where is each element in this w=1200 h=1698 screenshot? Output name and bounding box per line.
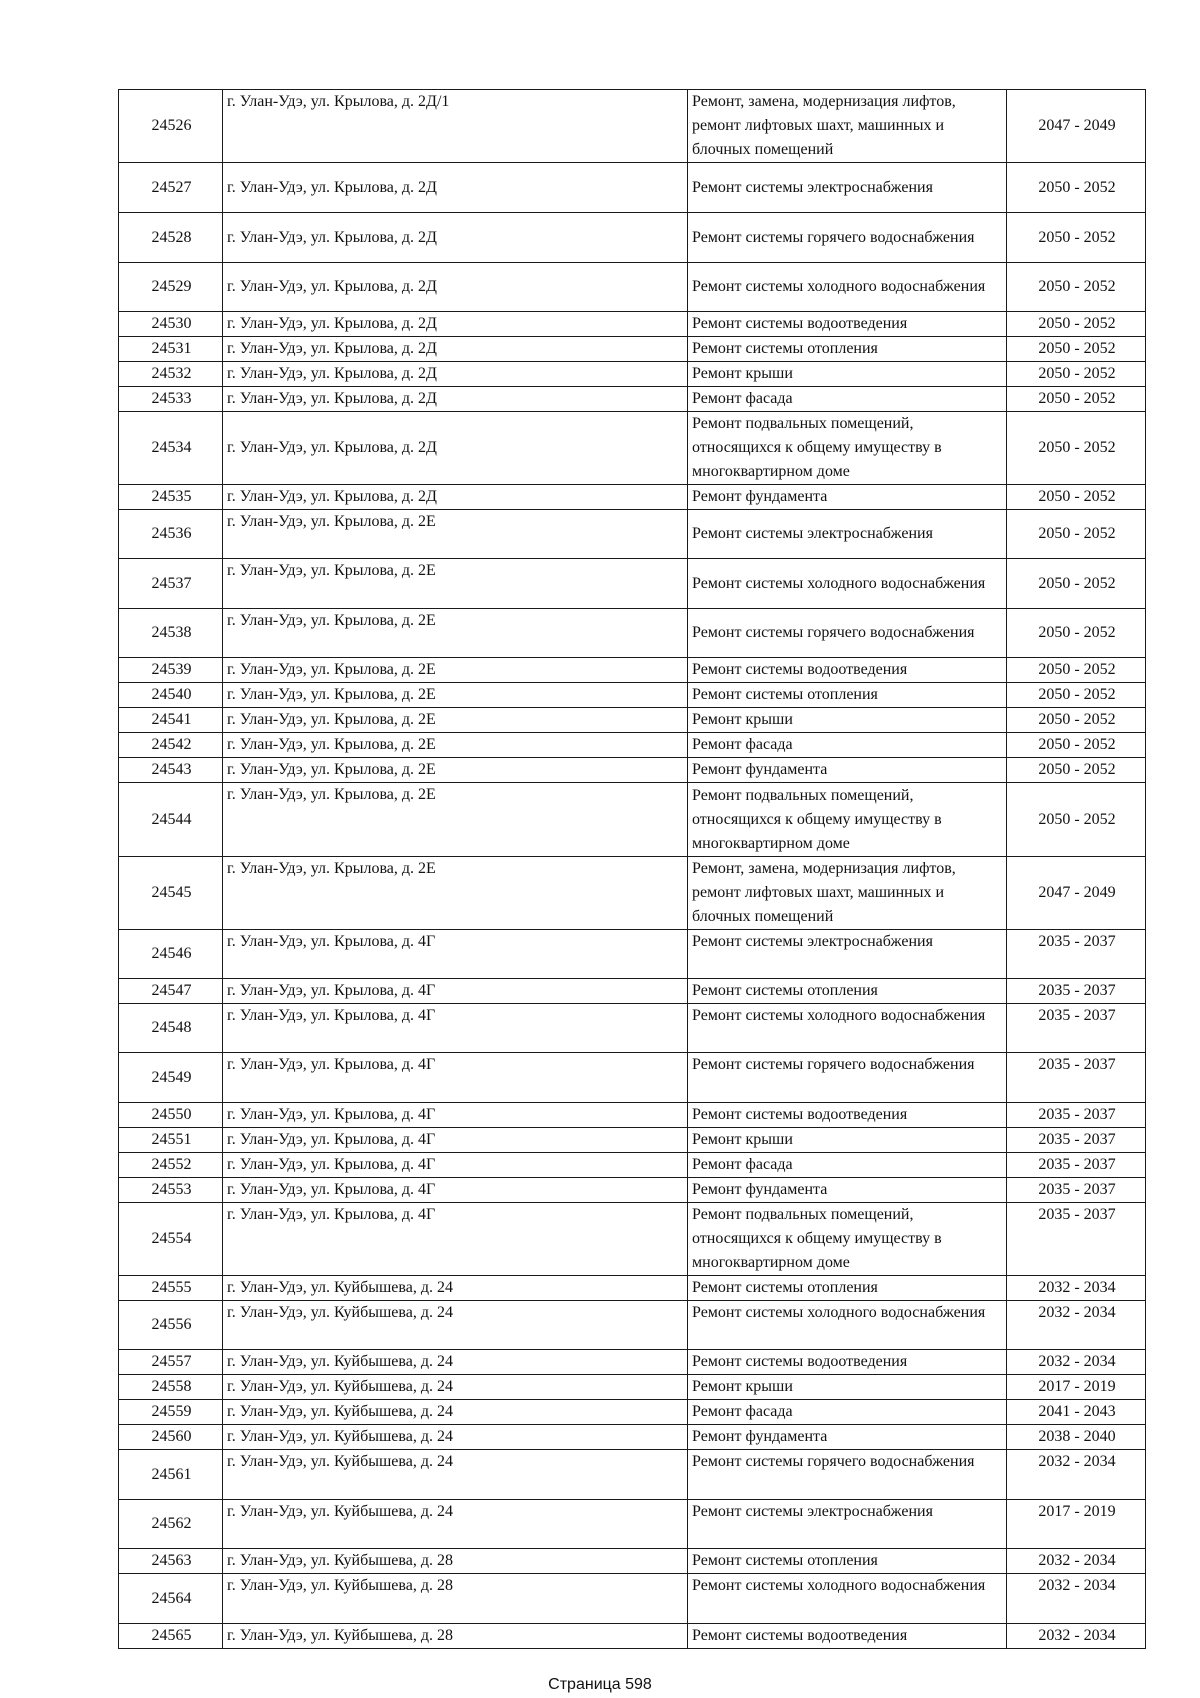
row-period: 2017 - 2019 <box>1007 1375 1146 1400</box>
row-number: 24556 <box>119 1301 223 1350</box>
row-period: 2041 - 2043 <box>1007 1400 1146 1425</box>
row-period: 2032 - 2034 <box>1007 1350 1146 1375</box>
row-number: 24560 <box>119 1425 223 1450</box>
table-row <box>119 1624 1146 1649</box>
table-row <box>119 362 1146 387</box>
row-number: 24553 <box>119 1178 223 1203</box>
row-address: г. Улан-Удэ, ул. Куйбышева, д. 28 <box>223 1624 688 1649</box>
row-address: г. Улан-Удэ, ул. Крылова, д. 2Е <box>223 609 688 658</box>
table-row <box>119 857 1146 930</box>
row-period: 2050 - 2052 <box>1007 733 1146 758</box>
row-period: 2050 - 2052 <box>1007 658 1146 683</box>
row-address: г. Улан-Удэ, ул. Крылова, д. 2Е <box>223 783 688 857</box>
row-period: 2035 - 2037 <box>1007 1004 1146 1053</box>
row-number: 24554 <box>119 1203 223 1276</box>
page-number: Страница 598 <box>548 1676 652 1693</box>
row-period: 2050 - 2052 <box>1007 559 1146 609</box>
row-number: 24532 <box>119 362 223 387</box>
row-address: г. Улан-Удэ, ул. Крылова, д. 4Г <box>223 1103 688 1128</box>
row-period: 2050 - 2052 <box>1007 387 1146 412</box>
row-address: г. Улан-Удэ, ул. Крылова, д. 2Д <box>223 312 688 337</box>
row-number: 24535 <box>119 485 223 510</box>
row-work-type: Ремонт подвальных помещений, относящихся к общему имуществу в многоквартирном доме <box>688 783 1007 857</box>
table-row <box>119 1400 1146 1425</box>
row-period: 2050 - 2052 <box>1007 337 1146 362</box>
row-period: 2032 - 2034 <box>1007 1301 1146 1350</box>
table-row <box>119 510 1146 559</box>
row-period: 2038 - 2040 <box>1007 1425 1146 1450</box>
row-number: 24533 <box>119 387 223 412</box>
row-work-type: Ремонт фундамента <box>688 485 1007 510</box>
row-work-type: Ремонт фасада <box>688 733 1007 758</box>
row-address: г. Улан-Удэ, ул. Крылова, д. 2Е <box>223 857 688 930</box>
table-row <box>119 1178 1146 1203</box>
table-row <box>119 1153 1146 1178</box>
row-address: г. Улан-Удэ, ул. Крылова, д. 2Д <box>223 362 688 387</box>
row-number: 24531 <box>119 337 223 362</box>
row-address: г. Улан-Удэ, ул. Крылова, д. 2Д <box>223 412 688 485</box>
row-address: г. Улан-Удэ, ул. Крылова, д. 2Д <box>223 337 688 362</box>
row-work-type: Ремонт системы отопления <box>688 683 1007 708</box>
row-work-type: Ремонт системы холодного водоснабжения <box>688 1004 1007 1053</box>
table-row <box>119 213 1146 263</box>
row-work-type: Ремонт системы водоотведения <box>688 312 1007 337</box>
table-row <box>119 758 1146 783</box>
row-period: 2050 - 2052 <box>1007 758 1146 783</box>
row-number: 24542 <box>119 733 223 758</box>
table-row <box>119 1450 1146 1500</box>
row-number: 24557 <box>119 1350 223 1375</box>
row-number: 24547 <box>119 979 223 1004</box>
row-period: 2032 - 2034 <box>1007 1624 1146 1649</box>
table-row <box>119 1574 1146 1624</box>
row-number: 24564 <box>119 1574 223 1624</box>
row-address: г. Улан-Удэ, ул. Крылова, д. 2Д <box>223 387 688 412</box>
row-period: 2032 - 2034 <box>1007 1450 1146 1500</box>
row-number: 24546 <box>119 930 223 979</box>
row-number: 24545 <box>119 857 223 930</box>
row-address: г. Улан-Удэ, ул. Куйбышева, д. 24 <box>223 1450 688 1500</box>
row-period: 2032 - 2034 <box>1007 1276 1146 1301</box>
row-period: 2035 - 2037 <box>1007 979 1146 1004</box>
row-work-type: Ремонт фундамента <box>688 1425 1007 1450</box>
row-address: г. Улан-Удэ, ул. Крылова, д. 2Е <box>223 733 688 758</box>
row-address: г. Улан-Удэ, ул. Крылова, д. 2Д <box>223 163 688 213</box>
row-address: г. Улан-Удэ, ул. Крылова, д. 4Г <box>223 1203 688 1276</box>
row-work-type: Ремонт системы отопления <box>688 1276 1007 1301</box>
row-address: г. Улан-Удэ, ул. Крылова, д. 4Г <box>223 1004 688 1053</box>
table-row <box>119 1004 1146 1053</box>
row-period: 2050 - 2052 <box>1007 213 1146 263</box>
row-work-type: Ремонт системы горячего водоснабжения <box>688 1450 1007 1500</box>
row-work-type: Ремонт фасада <box>688 387 1007 412</box>
row-work-type: Ремонт системы горячего водоснабжения <box>688 213 1007 263</box>
table-row <box>119 658 1146 683</box>
row-address: г. Улан-Удэ, ул. Крылова, д. 4Г <box>223 1153 688 1178</box>
row-number: 24551 <box>119 1128 223 1153</box>
row-work-type: Ремонт системы отопления <box>688 979 1007 1004</box>
row-number: 24559 <box>119 1400 223 1425</box>
row-number: 24526 <box>119 90 223 163</box>
table-row <box>119 263 1146 312</box>
row-work-type: Ремонт системы горячего водоснабжения <box>688 609 1007 658</box>
table-row <box>119 708 1146 733</box>
row-number: 24565 <box>119 1624 223 1649</box>
table-row <box>119 1425 1146 1450</box>
row-address: г. Улан-Удэ, ул. Крылова, д. 2Е <box>223 758 688 783</box>
table-row <box>119 683 1146 708</box>
row-address: г. Улан-Удэ, ул. Крылова, д. 2Е <box>223 708 688 733</box>
row-address: г. Улан-Удэ, ул. Куйбышева, д. 24 <box>223 1301 688 1350</box>
row-number: 24538 <box>119 609 223 658</box>
row-number: 24552 <box>119 1153 223 1178</box>
row-period: 2050 - 2052 <box>1007 510 1146 559</box>
row-work-type: Ремонт, замена, модернизация лифтов, ремонт лифтовых шахт, машинных и блочных помещений <box>688 857 1007 930</box>
row-number: 24550 <box>119 1103 223 1128</box>
table-row <box>119 163 1146 213</box>
row-address: г. Улан-Удэ, ул. Куйбышева, д. 24 <box>223 1375 688 1400</box>
row-period: 2017 - 2019 <box>1007 1500 1146 1549</box>
row-period: 2032 - 2034 <box>1007 1574 1146 1624</box>
row-work-type: Ремонт системы электроснабжения <box>688 510 1007 559</box>
table-row <box>119 1301 1146 1350</box>
table-row <box>119 1203 1146 1276</box>
row-number: 24530 <box>119 312 223 337</box>
row-address: г. Улан-Удэ, ул. Куйбышева, д. 24 <box>223 1425 688 1450</box>
row-work-type: Ремонт системы водоотведения <box>688 1103 1007 1128</box>
row-work-type: Ремонт системы электроснабжения <box>688 163 1007 213</box>
row-work-type: Ремонт системы холодного водоснабжения <box>688 263 1007 312</box>
row-address: г. Улан-Удэ, ул. Крылова, д. 2Е <box>223 683 688 708</box>
row-number: 24540 <box>119 683 223 708</box>
row-period: 2035 - 2037 <box>1007 1128 1146 1153</box>
table-row <box>119 90 1146 163</box>
table-row <box>119 312 1146 337</box>
row-number: 24527 <box>119 163 223 213</box>
row-work-type: Ремонт фасада <box>688 1153 1007 1178</box>
table-row <box>119 559 1146 609</box>
row-period: 2035 - 2037 <box>1007 1153 1146 1178</box>
row-address: г. Улан-Удэ, ул. Крылова, д. 4Г <box>223 930 688 979</box>
table-row <box>119 979 1146 1004</box>
row-address: г. Улан-Удэ, ул. Куйбышева, д. 28 <box>223 1549 688 1574</box>
row-address: г. Улан-Удэ, ул. Куйбышева, д. 24 <box>223 1276 688 1301</box>
row-period: 2050 - 2052 <box>1007 485 1146 510</box>
row-period: 2050 - 2052 <box>1007 263 1146 312</box>
table-row <box>119 1549 1146 1574</box>
row-work-type: Ремонт крыши <box>688 1128 1007 1153</box>
row-work-type: Ремонт фундамента <box>688 1178 1007 1203</box>
table-row <box>119 783 1146 857</box>
table-row <box>119 1053 1146 1103</box>
row-address: г. Улан-Удэ, ул. Куйбышева, д. 28 <box>223 1574 688 1624</box>
table-row <box>119 387 1146 412</box>
row-address: г. Улан-Удэ, ул. Куйбышева, д. 24 <box>223 1500 688 1549</box>
row-work-type: Ремонт системы электроснабжения <box>688 930 1007 979</box>
row-number: 24544 <box>119 783 223 857</box>
row-number: 24558 <box>119 1375 223 1400</box>
table-row <box>119 930 1146 979</box>
row-address: г. Улан-Удэ, ул. Крылова, д. 2Е <box>223 559 688 609</box>
row-number: 24534 <box>119 412 223 485</box>
row-work-type: Ремонт, замена, модернизация лифтов, ремонт лифтовых шахт, машинных и блочных помещений <box>688 90 1007 163</box>
table-row <box>119 1350 1146 1375</box>
row-work-type: Ремонт крыши <box>688 1375 1007 1400</box>
table-row <box>119 1103 1146 1128</box>
row-period: 2050 - 2052 <box>1007 362 1146 387</box>
row-number: 24548 <box>119 1004 223 1053</box>
row-address: г. Улан-Удэ, ул. Куйбышева, д. 24 <box>223 1400 688 1425</box>
row-number: 24537 <box>119 559 223 609</box>
row-number: 24543 <box>119 758 223 783</box>
table-row <box>119 733 1146 758</box>
row-work-type: Ремонт системы холодного водоснабжения <box>688 1574 1007 1624</box>
row-number: 24536 <box>119 510 223 559</box>
row-period: 2050 - 2052 <box>1007 312 1146 337</box>
row-number: 24539 <box>119 658 223 683</box>
row-work-type: Ремонт крыши <box>688 708 1007 733</box>
row-period: 2035 - 2037 <box>1007 1178 1146 1203</box>
table-row <box>119 609 1146 658</box>
table-row <box>119 1276 1146 1301</box>
row-period: 2032 - 2034 <box>1007 1549 1146 1574</box>
row-period: 2050 - 2052 <box>1007 783 1146 857</box>
row-address: г. Улан-Удэ, ул. Крылова, д. 2Е <box>223 658 688 683</box>
row-address: г. Улан-Удэ, ул. Крылова, д. 2Д <box>223 485 688 510</box>
row-work-type: Ремонт системы отопления <box>688 1549 1007 1574</box>
row-number: 24529 <box>119 263 223 312</box>
row-work-type: Ремонт системы электроснабжения <box>688 1500 1007 1549</box>
row-work-type: Ремонт системы водоотведения <box>688 1624 1007 1649</box>
repair-schedule-table <box>118 89 1146 1649</box>
row-work-type: Ремонт системы отопления <box>688 337 1007 362</box>
row-number: 24561 <box>119 1450 223 1500</box>
row-work-type: Ремонт системы водоотведения <box>688 658 1007 683</box>
row-period: 2050 - 2052 <box>1007 412 1146 485</box>
table-row <box>119 337 1146 362</box>
table-row <box>119 485 1146 510</box>
row-address: г. Улан-Удэ, ул. Куйбышева, д. 24 <box>223 1350 688 1375</box>
row-address: г. Улан-Удэ, ул. Крылова, д. 4Г <box>223 979 688 1004</box>
row-period: 2050 - 2052 <box>1007 708 1146 733</box>
row-number: 24528 <box>119 213 223 263</box>
row-number: 24563 <box>119 1549 223 1574</box>
table-row <box>119 1375 1146 1400</box>
row-work-type: Ремонт системы холодного водоснабжения <box>688 1301 1007 1350</box>
row-work-type: Ремонт системы водоотведения <box>688 1350 1007 1375</box>
row-period: 2050 - 2052 <box>1007 683 1146 708</box>
table-body <box>119 90 1146 1649</box>
row-number: 24541 <box>119 708 223 733</box>
row-period: 2035 - 2037 <box>1007 1103 1146 1128</box>
row-address: г. Улан-Удэ, ул. Крылова, д. 2Е <box>223 510 688 559</box>
row-number: 24562 <box>119 1500 223 1549</box>
row-period: 2050 - 2052 <box>1007 163 1146 213</box>
row-period: 2047 - 2049 <box>1007 857 1146 930</box>
row-work-type: Ремонт подвальных помещений, относящихся к общему имуществу в многоквартирном доме <box>688 1203 1007 1276</box>
row-work-type: Ремонт системы горячего водоснабжения <box>688 1053 1007 1103</box>
row-address: г. Улан-Удэ, ул. Крылова, д. 4Г <box>223 1128 688 1153</box>
table-row <box>119 1128 1146 1153</box>
row-address: г. Улан-Удэ, ул. Крылова, д. 2Д/1 <box>223 90 688 163</box>
row-period: 2035 - 2037 <box>1007 930 1146 979</box>
row-period: 2050 - 2052 <box>1007 609 1146 658</box>
row-work-type: Ремонт фундамента <box>688 758 1007 783</box>
row-period: 2035 - 2037 <box>1007 1203 1146 1276</box>
row-work-type: Ремонт фасада <box>688 1400 1007 1425</box>
row-work-type: Ремонт системы холодного водоснабжения <box>688 559 1007 609</box>
row-address: г. Улан-Удэ, ул. Крылова, д. 4Г <box>223 1178 688 1203</box>
row-number: 24549 <box>119 1053 223 1103</box>
row-address: г. Улан-Удэ, ул. Крылова, д. 2Д <box>223 213 688 263</box>
row-period: 2047 - 2049 <box>1007 90 1146 163</box>
table-row <box>119 1500 1146 1549</box>
row-address: г. Улан-Удэ, ул. Крылова, д. 4Г <box>223 1053 688 1103</box>
table-row <box>119 412 1146 485</box>
row-work-type: Ремонт крыши <box>688 362 1007 387</box>
row-address: г. Улан-Удэ, ул. Крылова, д. 2Д <box>223 263 688 312</box>
row-period: 2035 - 2037 <box>1007 1053 1146 1103</box>
row-work-type: Ремонт подвальных помещений, относящихся к общему имуществу в многоквартирном доме <box>688 412 1007 485</box>
row-number: 24555 <box>119 1276 223 1301</box>
